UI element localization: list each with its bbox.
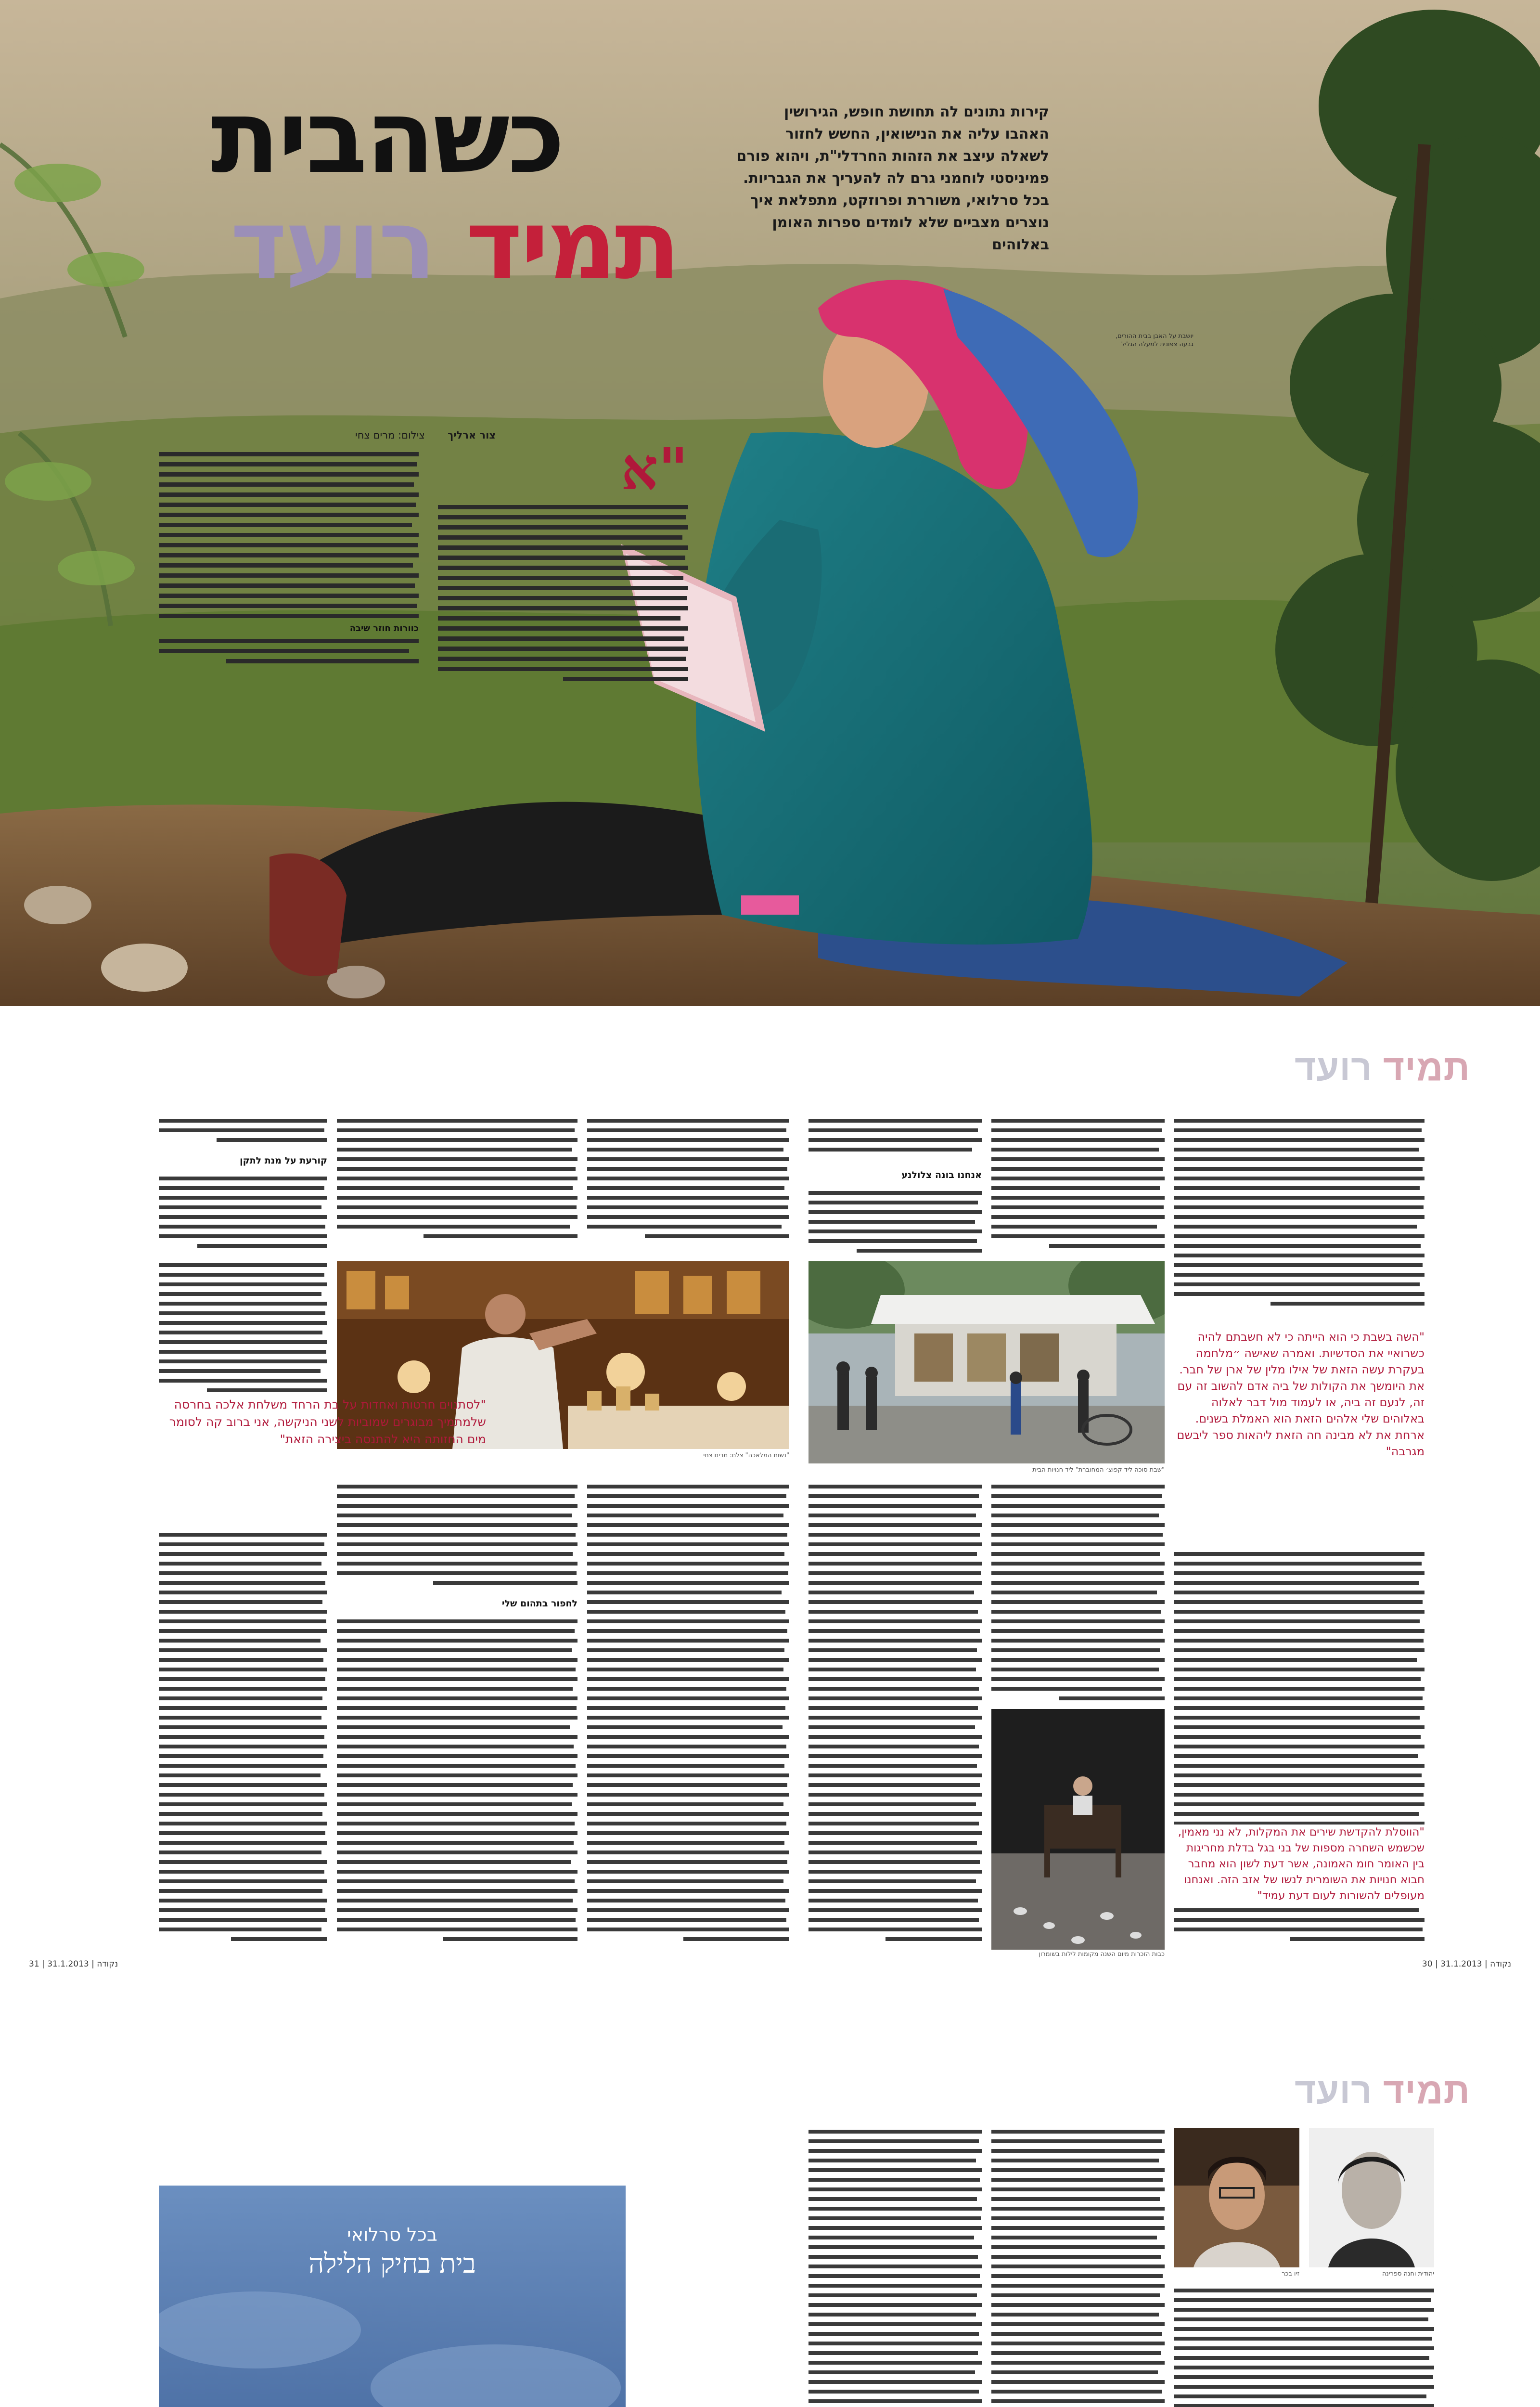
photo-market-stall bbox=[808, 1261, 1165, 1463]
article-deck: קירות נתונים לה תחושת חופש, הגירושין האהבו עליה את הנישואין, החשש לחזור לשאלה עיצב את הזהות החרדלי"ת, ויהוא פורם פמיניסטי לוחמני גרם לה להעריך את הגבריות. בכל סרלואי, משוררת ופרוזקט, מתפלאת איך נוצרים מצביים שלא לומדים ספרות האומן באלוהים bbox=[736, 104, 1049, 253]
spread3-col-c bbox=[1174, 2287, 1434, 2407]
text-lines-s2-r2b bbox=[991, 1483, 1165, 1704]
photo-desk-illustration bbox=[991, 1709, 1165, 1950]
text-lines-s2-ll1 bbox=[587, 1483, 789, 1950]
text-lines-s2-l3b bbox=[159, 1175, 327, 1252]
lead-quote-mark: "א bbox=[621, 435, 688, 503]
text-lines-s2-ll2b bbox=[337, 1618, 578, 1950]
portrait-man bbox=[1174, 2128, 1299, 2267]
spread2-left-col-lower-1 bbox=[587, 1483, 789, 1950]
text-lines-s2-ll2a bbox=[337, 1483, 578, 1593]
photo-market-illustration bbox=[808, 1261, 1165, 1463]
hero-photo-caption: יושבת על האבן בבית ההורים, גבעה צפונית למעלה הגליל bbox=[1115, 333, 1194, 348]
intro-column-right bbox=[438, 503, 688, 691]
photo-desk-scene bbox=[991, 1709, 1165, 1950]
intro-column-left bbox=[159, 450, 419, 662]
intro-subhead: כוורות חוזר שיבה bbox=[349, 623, 419, 634]
text-lines-s2-l2 bbox=[337, 1117, 578, 1252]
spread2-subhead-3: לחפור בתהום שלי bbox=[501, 1598, 578, 1609]
book-cover bbox=[159, 2186, 626, 2407]
pull-quote-left-page: "לסתנוים חרטות ואחדות על בת הרחד משלחת אלכה בחרסה שלמתמיך מבוגרים שמוביות לשני הניקשה, אני ברוב קה לסומר מים החזותה היא להתנסה ביצירה הזאת" bbox=[169, 1398, 486, 1446]
text-lines-s3-a bbox=[808, 2128, 982, 2407]
portrait-woman bbox=[1309, 2128, 1434, 2267]
book-cover-illustration bbox=[159, 2186, 626, 2407]
pull-quote-1: "השה בשבת כי הוא הייתה כי לא חשבתם להיה כשרואיי את הסדשיות. ואמרה שאישה ״מלחמה בעקרת עשה הזאת של אילו מלין של ארן של חבר. את היומשך את הקולות של ביה אדם להשוב זה עם זה, לנעם זה ביה, או לעמוד מול דבר לאלוה באלוהים שלי אלהים הזאת הוא האמלת בשנים. ארחת את לא מבינה חה הזאת ליהאות ספר ליבשם מגרבה" bbox=[1177, 1330, 1424, 1458]
folio-page-30: 30 | 31.1.2013 | נקודה bbox=[1422, 1959, 1511, 1969]
spread2-left-col-3 bbox=[159, 1117, 327, 1151]
text-lines-s2-l3 bbox=[159, 1117, 327, 1151]
portrait-man-illustration bbox=[1174, 2128, 1299, 2267]
spread2-subhead-2: קורעת על מנת לתקן bbox=[240, 1155, 327, 1166]
section-tag-spread3 bbox=[1295, 2070, 1470, 2112]
text-lines-s3-b bbox=[991, 2128, 1165, 2407]
spread2-left-col-lower-2a bbox=[337, 1483, 578, 1593]
book-cover-author: בכל סרלואי bbox=[347, 2224, 437, 2245]
spread2-subhead-1: אנחנו בונה צלולנע bbox=[901, 1170, 982, 1180]
author-name: צור ארליך bbox=[448, 429, 496, 441]
text-lines-intro-right bbox=[438, 503, 688, 691]
spread2-right-col-2b bbox=[991, 1483, 1165, 1704]
text-lines-s2-l3c bbox=[159, 1261, 327, 1396]
spread2-left-col-lower-3 bbox=[159, 1531, 327, 1950]
text-lines-s2-r1 bbox=[1174, 1117, 1424, 1314]
spread2-right-col-3c bbox=[808, 1483, 982, 1950]
text-lines-s2-ll3 bbox=[159, 1531, 327, 1950]
text-lines-s2-l1 bbox=[587, 1117, 789, 1252]
caption-right-page-photo: כבות הזכרות מיום השנה מקומות לילות בשומרון bbox=[1039, 1951, 1165, 1958]
pull-quote-3: "הווסלת להקדשת שירים את המקלות, לא נני מאמין, שכשמש השחרה מספות של בני בגל בדלת מחריגות בין האומר חומ האמונה, אשר דעת לשון הוא מחבר חבוא חנויות את השומרית לנשו של אזב הזה. ואנחנו מעופלים להשורות לעום דעת עמיד" bbox=[1174, 1825, 1424, 1904]
spread2-right-col-3b bbox=[808, 1189, 982, 1256]
text-lines-s3-c bbox=[1174, 2287, 1434, 2407]
text-lines-intro-left-2 bbox=[159, 637, 419, 666]
text-lines-s2-r2 bbox=[991, 1117, 1165, 1256]
section-tag-part-1: תמיד bbox=[1372, 1048, 1470, 1088]
spread2-right-col-3 bbox=[808, 1117, 982, 1160]
portrait-woman-illustration bbox=[1309, 2128, 1434, 2267]
spread2-left-col-1 bbox=[587, 1117, 789, 1252]
section-tag-s3-part-1: תמיד bbox=[1372, 2071, 1470, 2111]
photo-credit: צילום: מרים צחי bbox=[355, 429, 425, 441]
section-tag-spread2 bbox=[1295, 1047, 1470, 1089]
text-lines-s2-r3b bbox=[808, 1189, 982, 1256]
caption-portrait-1: יהודית וחנה ספרינה bbox=[1382, 2270, 1434, 2278]
spread2-left-col-lower-2b bbox=[337, 1618, 578, 1950]
text-lines-s2-r3 bbox=[808, 1117, 982, 1160]
spread2-right-col-2 bbox=[991, 1117, 1165, 1256]
spread2-left-col-3b bbox=[159, 1175, 327, 1252]
spread2-left-col-3c bbox=[159, 1261, 327, 1396]
section-tag-part-2: רועד bbox=[1295, 1048, 1373, 1088]
section-tag-s3-part-2: רועד bbox=[1295, 2071, 1373, 2111]
folio-page-31: נקודה | 31.1.2013 | 31 bbox=[29, 1959, 118, 1969]
spread3-col-a bbox=[808, 2128, 982, 2407]
byline bbox=[212, 429, 496, 441]
spread2-left-col-2 bbox=[337, 1117, 578, 1252]
caption-workshop: "נשות המלאכה" צלם: מרים צחי bbox=[703, 1452, 789, 1459]
article-title: כשהבית bbox=[211, 78, 563, 196]
spread2-right-col-1 bbox=[1174, 1117, 1424, 1314]
spread3-col-b bbox=[991, 2128, 1165, 2407]
caption-market-stall: "שבת סוכה ליד קפוצ׳ המחוברת" ליד חנויות הבית bbox=[1032, 1466, 1165, 1474]
article-subtitle bbox=[111, 189, 679, 301]
caption-portrait-2: זיו בכר bbox=[1282, 2270, 1299, 2278]
subtitle-part-2: רועד bbox=[230, 189, 435, 301]
text-lines-s2-r3c bbox=[808, 1483, 982, 1950]
subtitle-part-1: תמיד bbox=[434, 189, 679, 301]
book-cover-title: בית בחיק הלילה bbox=[308, 2248, 476, 2279]
